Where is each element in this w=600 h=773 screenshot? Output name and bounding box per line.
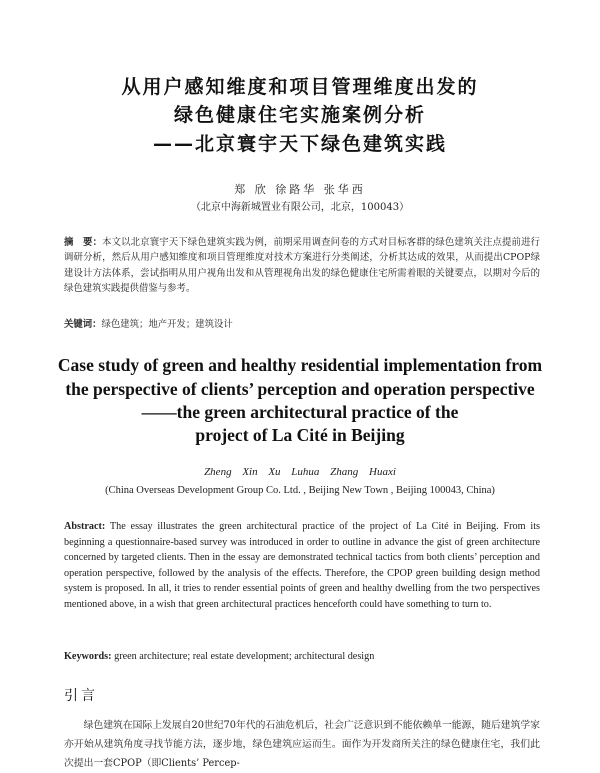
english-title-line-1: Case study of green and healthy residential implementation from [57, 355, 543, 375]
section-heading-introduction: 引言 [64, 688, 98, 704]
english-keywords-text: green architecture; real estate development; architectural design [111, 651, 375, 662]
english-abstract-label: Abstract: [64, 521, 106, 532]
english-title-line-3: ——the green architectural practice of the [141, 402, 459, 422]
chinese-affiliation: （北京中海新城置业有限公司，北京，100043） [190, 202, 410, 213]
chinese-title-line-3: ——北京寰宇天下绿色建筑实践 [152, 133, 447, 155]
chinese-keywords-label: 关键词： [64, 319, 102, 330]
english-title-line-4: project of La Cité in Beijing [195, 425, 405, 445]
chinese-keywords [64, 316, 540, 330]
chinese-title-line-1: 从用户感知维度和项目管理维度出发的 [121, 76, 479, 98]
introduction-paragraph: 绿色建筑在国际上发展自20世纪70年代的石油危机后，社会广泛意识到不能依赖单一能源，随后建筑学家亦开始从建筑角度寻找节能方法，逐步地，绿色建筑应运而生。面作为开发商所关注的绿色健康住宅，我们此次提出一套CPOP（即Clients’ Percep- [64, 720, 540, 769]
chinese-abstract-label: 摘 要： [64, 237, 103, 248]
chinese-keywords-text: 绿色建筑；地产开发；建筑设计 [101, 319, 233, 330]
english-affiliation: (China Overseas Development Group Co. Ltd. , Beijing New Town , Beijing 100043, China) [105, 485, 495, 496]
english-authors: Zheng Xin Xu Luhua Zhang Huaxi [204, 466, 396, 478]
chinese-authors: 郑 欣 徐路华 张华西 [234, 183, 366, 196]
english-abstract [64, 519, 540, 613]
english-title-line-2: the perspective of clients’ perception and operation perspective [65, 379, 535, 399]
english-keywords-label: Keywords: [64, 651, 112, 662]
chinese-title-line-2: 绿色健康住宅实施案例分析 [173, 104, 426, 126]
english-abstract-text: The essay illustrates the green architectural practice of the project of La Cité in Beijing. From its beginning a questionnaire-based survey was introduced in order to outline in advance the gist of green architecture concerned by targeted clients. Then in the essay are demonstrated technical tactics from both clients’ perception and operation perspective, followed by the analysis of the effects. Therefore, the CPOP green building design method system is proposed. In all, it tries to render essential points of green and healthy dwelling from the two perspectives mentioned above, in a wish that green architectural practices henceforth could have something to turn to. [64, 521, 540, 610]
chinese-abstract [64, 235, 540, 297]
chinese-abstract-text: 本文以北京寰宇天下绿色建筑实践为例，前期采用调查问卷的方式对目标客群的绿色建筑关注点提前进行调研分析，然后从用户感知维度和项目管理维度对技术方案进行分类阐述，分析其达成的效果，从而提出CPOP绿建设计方法体系，尝试指明从用户视角出发和从管理视角出发的绿色健康住宅所需着眼的关键要点，以期对今后的绿色建筑实践提供借鉴与参考。 [64, 237, 540, 295]
english-keywords [64, 651, 540, 662]
